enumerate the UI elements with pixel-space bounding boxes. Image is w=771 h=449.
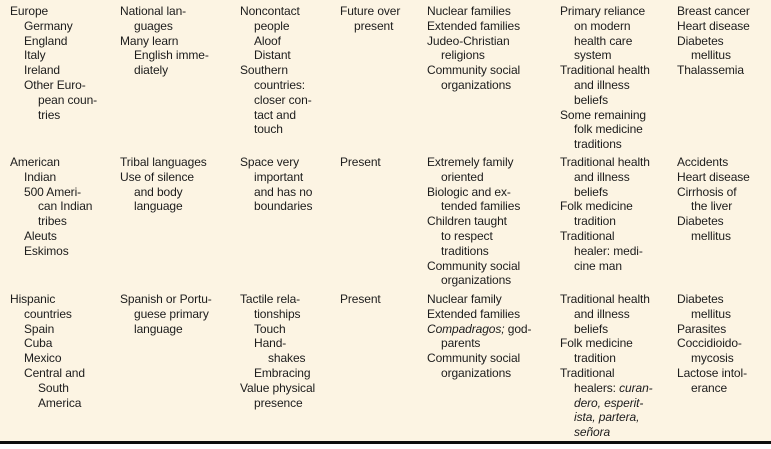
table-line bbox=[240, 4, 336, 19]
text: important bbox=[254, 169, 304, 184]
text: Spanish or Portu- bbox=[120, 292, 212, 306]
text: Spain bbox=[24, 321, 55, 336]
table-line bbox=[427, 214, 557, 229]
table-line bbox=[10, 48, 116, 63]
table-line bbox=[240, 351, 336, 366]
table-line bbox=[120, 155, 236, 170]
text: the liver bbox=[691, 199, 733, 214]
table-line bbox=[560, 155, 674, 170]
table-line bbox=[677, 322, 769, 337]
text: traditions bbox=[441, 243, 489, 258]
cell-hispanic-countries-health-problems bbox=[677, 292, 769, 396]
table-line bbox=[560, 34, 674, 49]
italic-text: Compadragos; bbox=[427, 321, 505, 336]
text: Parasites bbox=[677, 321, 727, 336]
cell-hispanic-countries-family bbox=[427, 292, 557, 381]
text: Thalassemia bbox=[677, 63, 744, 78]
table-line bbox=[120, 34, 236, 49]
table-line bbox=[560, 93, 674, 108]
text: Indian bbox=[24, 169, 57, 184]
table-line bbox=[120, 307, 236, 322]
text: on modern bbox=[574, 18, 631, 33]
italic-text: dero, esperit- bbox=[574, 395, 644, 410]
table-line bbox=[677, 307, 769, 322]
table-line bbox=[427, 273, 557, 288]
table-line bbox=[427, 185, 557, 200]
text: tradition bbox=[574, 214, 616, 229]
text: touch bbox=[254, 122, 283, 137]
table-line bbox=[427, 19, 557, 34]
table-line bbox=[560, 244, 674, 259]
table-line bbox=[560, 185, 674, 200]
table-line bbox=[10, 170, 116, 185]
table-line bbox=[10, 322, 116, 337]
table-line bbox=[240, 185, 336, 200]
text: Heart disease bbox=[677, 169, 750, 184]
table-line bbox=[240, 108, 336, 123]
table-line bbox=[677, 229, 769, 244]
text: religions bbox=[441, 48, 485, 63]
table-line bbox=[677, 292, 769, 307]
text: Aloof bbox=[254, 33, 281, 48]
text: Folk medicine bbox=[560, 336, 633, 351]
table-line bbox=[240, 34, 336, 49]
table-line bbox=[240, 19, 336, 34]
text: and has no bbox=[254, 184, 313, 199]
table-line bbox=[560, 122, 674, 137]
table-line bbox=[427, 170, 557, 185]
text: American bbox=[10, 155, 60, 169]
table-line bbox=[240, 292, 336, 307]
table-line bbox=[560, 259, 674, 274]
text: presence bbox=[254, 395, 303, 410]
table-line bbox=[560, 425, 674, 440]
text: English imme- bbox=[134, 48, 209, 63]
italic-text: ista, partera, bbox=[574, 410, 640, 425]
table-line bbox=[340, 292, 424, 307]
text: and illness bbox=[574, 169, 630, 184]
text: Accidents bbox=[677, 155, 729, 169]
table-line bbox=[10, 336, 116, 351]
text: Value physical bbox=[240, 380, 316, 395]
cell-europe-personal-space bbox=[240, 4, 336, 137]
text: beliefs bbox=[574, 184, 608, 199]
cell-american-indian-time-orientation bbox=[340, 155, 424, 170]
text: Present bbox=[340, 292, 381, 306]
table-line bbox=[340, 19, 424, 34]
text: Extended families bbox=[427, 306, 521, 321]
cell-europe-language bbox=[120, 4, 236, 78]
table-line bbox=[10, 63, 116, 78]
table-line bbox=[677, 336, 769, 351]
table-line bbox=[427, 259, 557, 274]
table-line bbox=[120, 170, 236, 185]
italic-text: curan- bbox=[619, 380, 653, 395]
table-line bbox=[240, 336, 336, 351]
table-line bbox=[677, 214, 769, 229]
text: Europe bbox=[10, 4, 49, 18]
cell-europe-time-orientation bbox=[340, 4, 424, 34]
table-line bbox=[340, 4, 424, 19]
cell-american-indian-family bbox=[427, 155, 557, 288]
text: Eskimos bbox=[24, 243, 69, 258]
table-line bbox=[10, 4, 116, 19]
text: health care bbox=[574, 33, 633, 48]
text: Primary reliance bbox=[560, 4, 646, 18]
text: Tribal languages bbox=[120, 155, 207, 169]
text: Space very bbox=[240, 155, 300, 169]
table-line bbox=[427, 78, 557, 93]
table-line bbox=[427, 34, 557, 49]
table-line bbox=[10, 381, 116, 396]
table-line bbox=[677, 199, 769, 214]
table-line bbox=[120, 292, 236, 307]
text: cine man bbox=[574, 258, 622, 273]
text: Tactile rela- bbox=[240, 292, 301, 306]
text: oriented bbox=[441, 169, 484, 184]
text: healer: medi- bbox=[574, 243, 643, 258]
table-line bbox=[560, 351, 674, 366]
table-line bbox=[240, 122, 336, 137]
table-line bbox=[240, 322, 336, 337]
text: Some remaining bbox=[560, 107, 646, 122]
text: Distant bbox=[254, 48, 291, 63]
text: Traditional bbox=[560, 365, 615, 380]
text: Mexico bbox=[24, 351, 62, 366]
table-line bbox=[240, 307, 336, 322]
text: Other Euro- bbox=[24, 77, 86, 92]
table-line bbox=[427, 229, 557, 244]
table-line bbox=[120, 185, 236, 200]
text: beliefs bbox=[574, 321, 608, 336]
table-line bbox=[240, 396, 336, 411]
table-line bbox=[560, 307, 674, 322]
text: Diabetes bbox=[677, 292, 724, 306]
text: organizations bbox=[441, 365, 512, 380]
table-line bbox=[10, 108, 116, 123]
text: mellitus bbox=[691, 306, 731, 321]
table-line bbox=[427, 199, 557, 214]
table-line bbox=[560, 410, 674, 425]
table-line bbox=[427, 48, 557, 63]
text: Children taught bbox=[427, 214, 507, 229]
table-line bbox=[560, 4, 674, 19]
text: shakes bbox=[268, 351, 306, 366]
table-line bbox=[560, 137, 674, 152]
table-line bbox=[10, 351, 116, 366]
table-line bbox=[560, 108, 674, 123]
table-line bbox=[427, 4, 557, 19]
text: to respect bbox=[441, 228, 493, 243]
table-line bbox=[677, 381, 769, 396]
text: America bbox=[38, 395, 82, 410]
text: organizations bbox=[441, 273, 512, 288]
text: South bbox=[38, 380, 69, 395]
cell-hispanic-countries-health-beliefs bbox=[560, 292, 674, 440]
text: Judeo-Christian bbox=[427, 33, 510, 48]
text: Heart disease bbox=[677, 18, 750, 33]
text: tact and bbox=[254, 107, 296, 122]
cell-american-indian-health-problems bbox=[677, 155, 769, 244]
table-line bbox=[560, 381, 674, 396]
table-line bbox=[10, 229, 116, 244]
text: Embracing bbox=[254, 365, 311, 380]
text: Biologic and ex- bbox=[427, 184, 511, 199]
table-line bbox=[10, 396, 116, 411]
text: language bbox=[134, 199, 183, 214]
table-line bbox=[340, 155, 424, 170]
text: present bbox=[354, 18, 394, 33]
text: system bbox=[574, 48, 612, 63]
text: Nuclear family bbox=[427, 292, 502, 306]
table-line bbox=[10, 93, 116, 108]
text: guese primary bbox=[134, 306, 209, 321]
cell-europe-family bbox=[427, 4, 557, 93]
text: and illness bbox=[574, 306, 630, 321]
table-line bbox=[677, 185, 769, 200]
text: Traditional health bbox=[560, 155, 650, 169]
text: pean coun- bbox=[38, 92, 98, 107]
table-line bbox=[240, 155, 336, 170]
table-line bbox=[677, 155, 769, 170]
text: countries: bbox=[254, 77, 306, 92]
text: and illness bbox=[574, 77, 630, 92]
text: god- bbox=[504, 321, 532, 336]
table-line bbox=[677, 351, 769, 366]
table-line bbox=[427, 322, 557, 337]
table-line bbox=[10, 244, 116, 259]
text: closer con- bbox=[254, 92, 312, 107]
text: Use of silence bbox=[120, 169, 194, 184]
table-line bbox=[10, 292, 116, 307]
text: healers: bbox=[574, 380, 620, 395]
table-line bbox=[427, 307, 557, 322]
table-line bbox=[427, 63, 557, 78]
table-line bbox=[10, 199, 116, 214]
table-line bbox=[10, 214, 116, 229]
table-line bbox=[120, 199, 236, 214]
text: Traditional health bbox=[560, 292, 650, 306]
table-line bbox=[120, 48, 236, 63]
text: Nuclear families bbox=[427, 4, 511, 18]
table-line bbox=[677, 63, 769, 78]
text: Central and bbox=[24, 365, 85, 380]
text: 500 Ameri- bbox=[24, 184, 82, 199]
table-line bbox=[560, 19, 674, 34]
table-line bbox=[560, 48, 674, 63]
table-line bbox=[10, 366, 116, 381]
cell-hispanic-countries-time-orientation bbox=[340, 292, 424, 307]
table-line bbox=[240, 366, 336, 381]
table-line bbox=[240, 199, 336, 214]
text: Southern bbox=[240, 63, 288, 78]
table-line bbox=[427, 292, 557, 307]
text: traditions bbox=[574, 137, 622, 152]
text: organizations bbox=[441, 77, 512, 92]
text: Future over bbox=[340, 4, 401, 18]
table-line bbox=[560, 229, 674, 244]
table-line bbox=[240, 381, 336, 396]
text: mycosis bbox=[691, 351, 734, 366]
table-line bbox=[10, 185, 116, 200]
text: National lan- bbox=[120, 4, 187, 18]
cell-hispanic-countries-origin bbox=[10, 292, 116, 410]
table-line bbox=[560, 78, 674, 93]
text: Extended families bbox=[427, 18, 521, 33]
table-line bbox=[10, 34, 116, 49]
table-line bbox=[560, 292, 674, 307]
table-line bbox=[560, 63, 674, 78]
table-line bbox=[240, 63, 336, 78]
text: Traditional bbox=[560, 228, 615, 243]
table-line bbox=[427, 244, 557, 259]
text: Hispanic bbox=[10, 292, 56, 306]
table-line bbox=[10, 19, 116, 34]
table-line bbox=[240, 48, 336, 63]
text: can Indian bbox=[38, 199, 93, 214]
text: Breast cancer bbox=[677, 4, 750, 18]
table-line bbox=[677, 366, 769, 381]
text: Ireland bbox=[24, 63, 60, 78]
text: parents bbox=[441, 336, 481, 351]
text: Touch bbox=[254, 321, 286, 336]
table-line bbox=[560, 170, 674, 185]
text: people bbox=[254, 18, 290, 33]
text: Community social bbox=[427, 63, 521, 78]
text: folk medicine bbox=[574, 122, 643, 137]
text: Many learn bbox=[120, 33, 179, 48]
text: Germany bbox=[24, 18, 73, 33]
table-line bbox=[560, 214, 674, 229]
cell-american-indian-language bbox=[120, 155, 236, 214]
text: Extremely family bbox=[427, 155, 514, 169]
cell-hispanic-countries-personal-space bbox=[240, 292, 336, 410]
table-line bbox=[10, 155, 116, 170]
text: mellitus bbox=[691, 228, 731, 243]
text: countries bbox=[24, 306, 72, 321]
table-line bbox=[240, 93, 336, 108]
text: Community social bbox=[427, 351, 521, 366]
italic-text: señora bbox=[574, 425, 611, 440]
table-line bbox=[560, 322, 674, 337]
text: tionships bbox=[254, 306, 301, 321]
table-line bbox=[120, 4, 236, 19]
cell-europe-origin bbox=[10, 4, 116, 122]
text: Present bbox=[340, 155, 381, 169]
table-line bbox=[677, 48, 769, 63]
table-line bbox=[120, 19, 236, 34]
table-line bbox=[677, 19, 769, 34]
text: boundaries bbox=[254, 199, 313, 214]
text: Aleuts bbox=[24, 228, 57, 243]
cell-hispanic-countries-language bbox=[120, 292, 236, 336]
table-line bbox=[10, 78, 116, 93]
table-line bbox=[560, 396, 674, 411]
table-line bbox=[427, 336, 557, 351]
table-line bbox=[120, 63, 236, 78]
table-line bbox=[560, 366, 674, 381]
text: Community social bbox=[427, 258, 521, 273]
text: Diabetes bbox=[677, 33, 724, 48]
table-line bbox=[427, 155, 557, 170]
text: Folk medicine bbox=[560, 199, 633, 214]
table-line bbox=[120, 322, 236, 337]
text: Coccidioido- bbox=[677, 336, 742, 351]
table-line bbox=[427, 351, 557, 366]
cell-europe-health-problems bbox=[677, 4, 769, 78]
text: Lactose intol- bbox=[677, 365, 747, 380]
table-line bbox=[427, 366, 557, 381]
cell-europe-health-beliefs bbox=[560, 4, 674, 152]
table-line bbox=[560, 199, 674, 214]
text: erance bbox=[691, 380, 728, 395]
table-line bbox=[560, 336, 674, 351]
text: tries bbox=[38, 107, 61, 122]
text: guages bbox=[134, 18, 173, 33]
text: England bbox=[24, 33, 68, 48]
text: beliefs bbox=[574, 92, 608, 107]
text: and body bbox=[134, 184, 183, 199]
table-line bbox=[677, 170, 769, 185]
cell-american-indian-health-beliefs bbox=[560, 155, 674, 273]
text: tradition bbox=[574, 351, 616, 366]
text: Hand- bbox=[254, 336, 287, 351]
text: Cirrhosis of bbox=[677, 184, 737, 199]
table-line bbox=[677, 4, 769, 19]
table-line bbox=[677, 34, 769, 49]
text: Diabetes bbox=[677, 214, 724, 229]
text: language bbox=[134, 321, 183, 336]
text: mellitus bbox=[691, 48, 731, 63]
cell-american-indian-personal-space bbox=[240, 155, 336, 214]
cell-american-indian-origin bbox=[10, 155, 116, 259]
text: Cuba bbox=[24, 336, 53, 351]
text: tribes bbox=[38, 214, 67, 229]
table-line bbox=[10, 307, 116, 322]
text: Traditional health bbox=[560, 63, 650, 78]
text: Noncontact bbox=[240, 4, 300, 18]
text: diately bbox=[134, 63, 168, 78]
text: Italy bbox=[24, 48, 46, 63]
table-line bbox=[240, 78, 336, 93]
text: tended families bbox=[441, 199, 521, 214]
table-bottom-rule bbox=[0, 441, 771, 444]
table-line bbox=[240, 170, 336, 185]
